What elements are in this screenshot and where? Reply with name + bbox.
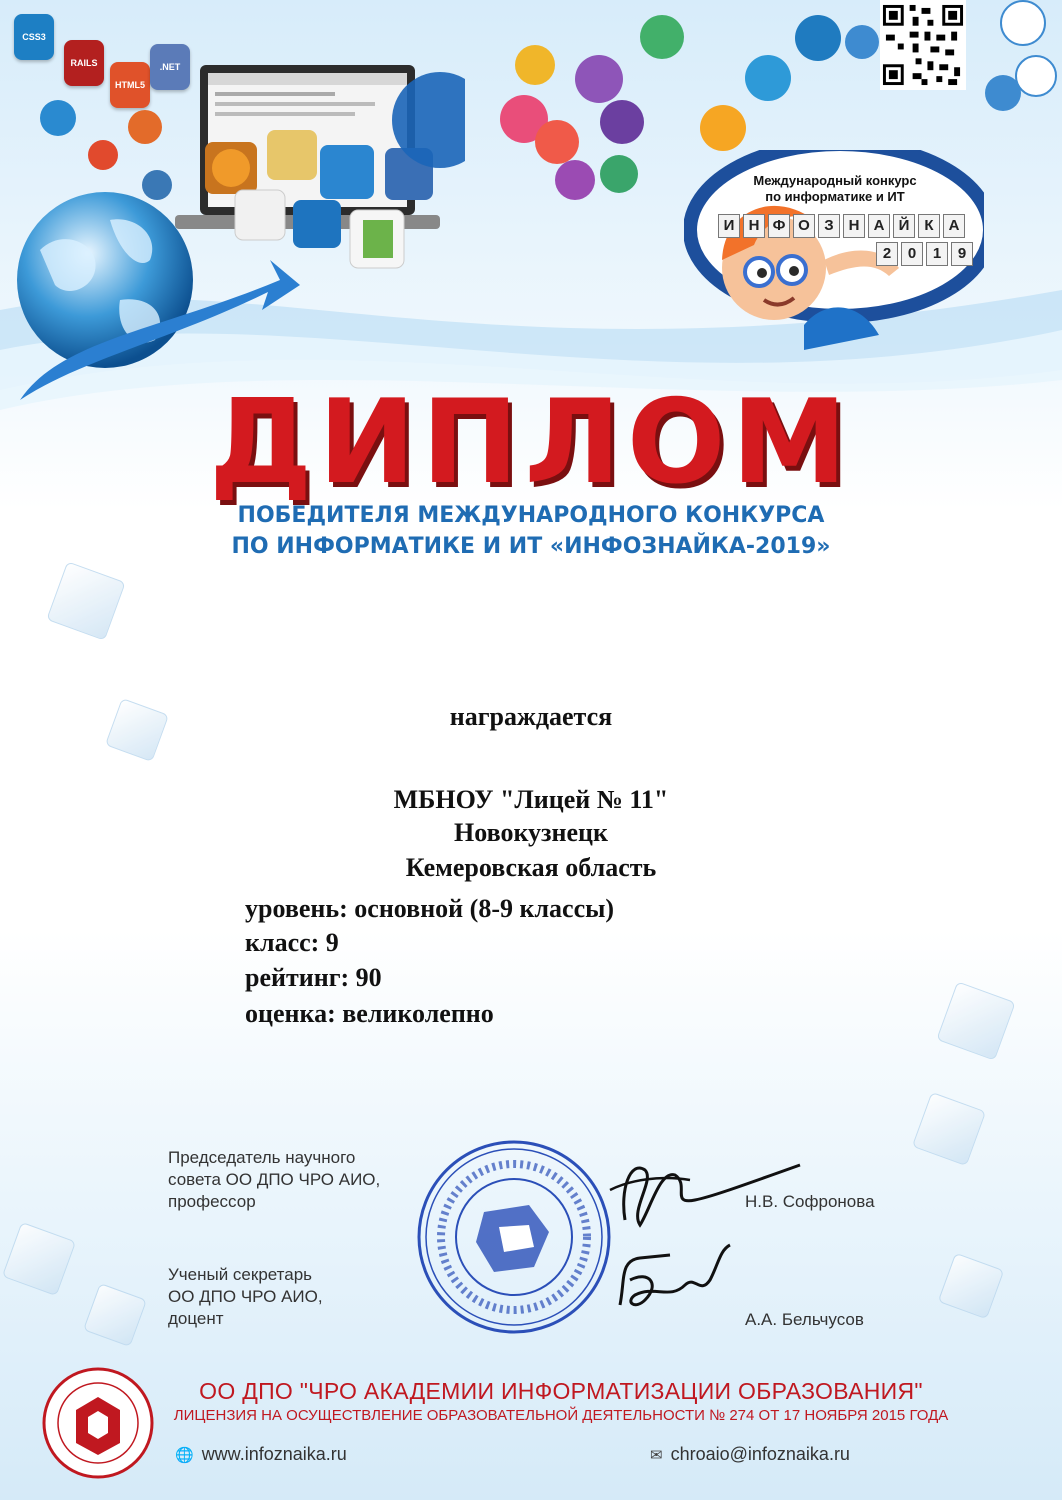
- chair-line2: совета ОО ДПО ЧРО АИО,: [168, 1170, 381, 1189]
- lock-app-icon: [600, 155, 638, 193]
- diploma-title: ДИПЛОМ: [209, 375, 853, 510]
- logo-letter: Н: [843, 214, 865, 238]
- search-app-icon: [745, 55, 791, 101]
- css3-badge-icon: CSS3: [14, 14, 54, 60]
- chair-position: [168, 1147, 380, 1213]
- diploma-subtitle-line1: ПОБЕДИТЕЛЯ МЕЖДУНАРОДНОГО КОНКУРСА: [237, 503, 825, 528]
- mobile-app-icon: [555, 160, 595, 200]
- gear-app-icon: [515, 45, 555, 85]
- location-app-icon: [640, 15, 684, 59]
- website-link[interactable]: www.infoznaika.ru: [201, 1444, 347, 1464]
- chair-line1: Председатель научного: [168, 1148, 356, 1167]
- secretary-position: [168, 1264, 323, 1330]
- rails-badge-icon: RAILS: [64, 40, 104, 86]
- contest-logo-word: [718, 214, 968, 238]
- contest-logo-caption-line2: по информатике и ИТ: [765, 189, 905, 204]
- secretary-signature: [600, 1240, 760, 1320]
- phone-app-icon: [1015, 55, 1057, 97]
- org-title: ОО ДПО "ЧРО АКАДЕМИИ ИНФОРМАТИЗАЦИИ ОБРАЗОВАНИЯ": [199, 1378, 923, 1404]
- logo-letter: А: [868, 214, 890, 238]
- secretary-name: А.А. Бельчусов: [745, 1310, 864, 1329]
- email-link[interactable]: chroaio@infoznaika.ru: [670, 1444, 850, 1464]
- mail-outline-icon: [845, 25, 879, 59]
- award-city: Новокузнецк: [454, 818, 608, 847]
- chat-app-icon: [575, 55, 623, 103]
- contest-logo-caption-line1: Международный конкурс: [753, 173, 917, 188]
- chart-app-icon: [700, 105, 746, 151]
- logo-letter: К: [918, 214, 940, 238]
- laptop-illustration: [175, 60, 465, 280]
- chair-name: Н.В. Софронова: [745, 1192, 875, 1211]
- award-intro: награждается: [449, 702, 613, 731]
- award-score: оценка: великолепно: [245, 999, 494, 1028]
- logo-letter: Й: [893, 214, 915, 238]
- html5-badge-icon: HTML5: [110, 62, 150, 108]
- home-app-icon: [535, 120, 579, 164]
- diploma-subtitle-line2: ПО ИНФОРМАТИКЕ И ИТ «ИНФОЗНАЙКА-2019»: [231, 534, 831, 559]
- camera-app-icon: [795, 15, 841, 61]
- decor-cube: [912, 1092, 986, 1166]
- user-app-icon: [600, 100, 644, 144]
- logo-letter: И: [718, 214, 740, 238]
- globe-icon: 🌐: [175, 1446, 194, 1464]
- decor-cube: [83, 1283, 147, 1347]
- envelope-icon: ✉: [650, 1446, 663, 1464]
- official-stamp: [414, 1137, 614, 1337]
- secretary-line1: Ученый секретарь: [168, 1265, 313, 1284]
- diploma-subtitle: [0, 500, 1062, 562]
- qr-code-icon: [880, 0, 966, 90]
- contest-logo-caption: [735, 173, 935, 205]
- logo-letter: Ф: [768, 214, 790, 238]
- logo-digit: 2: [876, 242, 898, 266]
- secretary-line3: доцент: [168, 1309, 224, 1328]
- award-grade: класс: 9: [245, 928, 339, 957]
- logo-letter: А: [943, 214, 965, 238]
- joomla-icon: [128, 110, 162, 144]
- logo-digit: 1: [926, 242, 948, 266]
- logo-letter: Н: [743, 214, 765, 238]
- decor-cube: [2, 1222, 76, 1296]
- email-contact[interactable]: [650, 1444, 850, 1465]
- logo-digit: 0: [901, 242, 923, 266]
- logo-digit: 9: [951, 242, 973, 266]
- decor-cube: [936, 981, 1015, 1060]
- logo-letter: З: [818, 214, 840, 238]
- award-rating: рейтинг: 90: [245, 963, 382, 992]
- dotnet-badge-icon: .NET: [150, 44, 190, 90]
- shield-app-icon: [985, 75, 1021, 111]
- magento-icon: [88, 140, 118, 170]
- org-license: ЛИЦЕНЗИЯ НА ОСУЩЕСТВЛЕНИЕ ОБРАЗОВАТЕЛЬНОЙ ДЕЯТЕЛЬНОСТИ № 274 ОТ 17 НОЯБРЯ 2015 ГОДА: [173, 1407, 949, 1424]
- chair-line3: профессор: [168, 1192, 256, 1211]
- drupal-icon: [40, 100, 76, 136]
- chair-signature: [600, 1150, 820, 1240]
- contest-logo-year: [876, 242, 976, 266]
- award-organization: МБНОУ "Лицей № 11": [393, 785, 669, 814]
- logo-letter: О: [793, 214, 815, 238]
- secretary-line2: ОО ДПО ЧРО АИО,: [168, 1287, 323, 1306]
- decor-cube: [938, 1253, 1005, 1320]
- decor-cube: [46, 561, 125, 640]
- award-level: уровень: основной (8-9 классы): [245, 894, 615, 923]
- share-app-icon: [1000, 0, 1046, 46]
- award-region: Кемеровская область: [405, 853, 657, 882]
- website-contact[interactable]: [175, 1444, 347, 1465]
